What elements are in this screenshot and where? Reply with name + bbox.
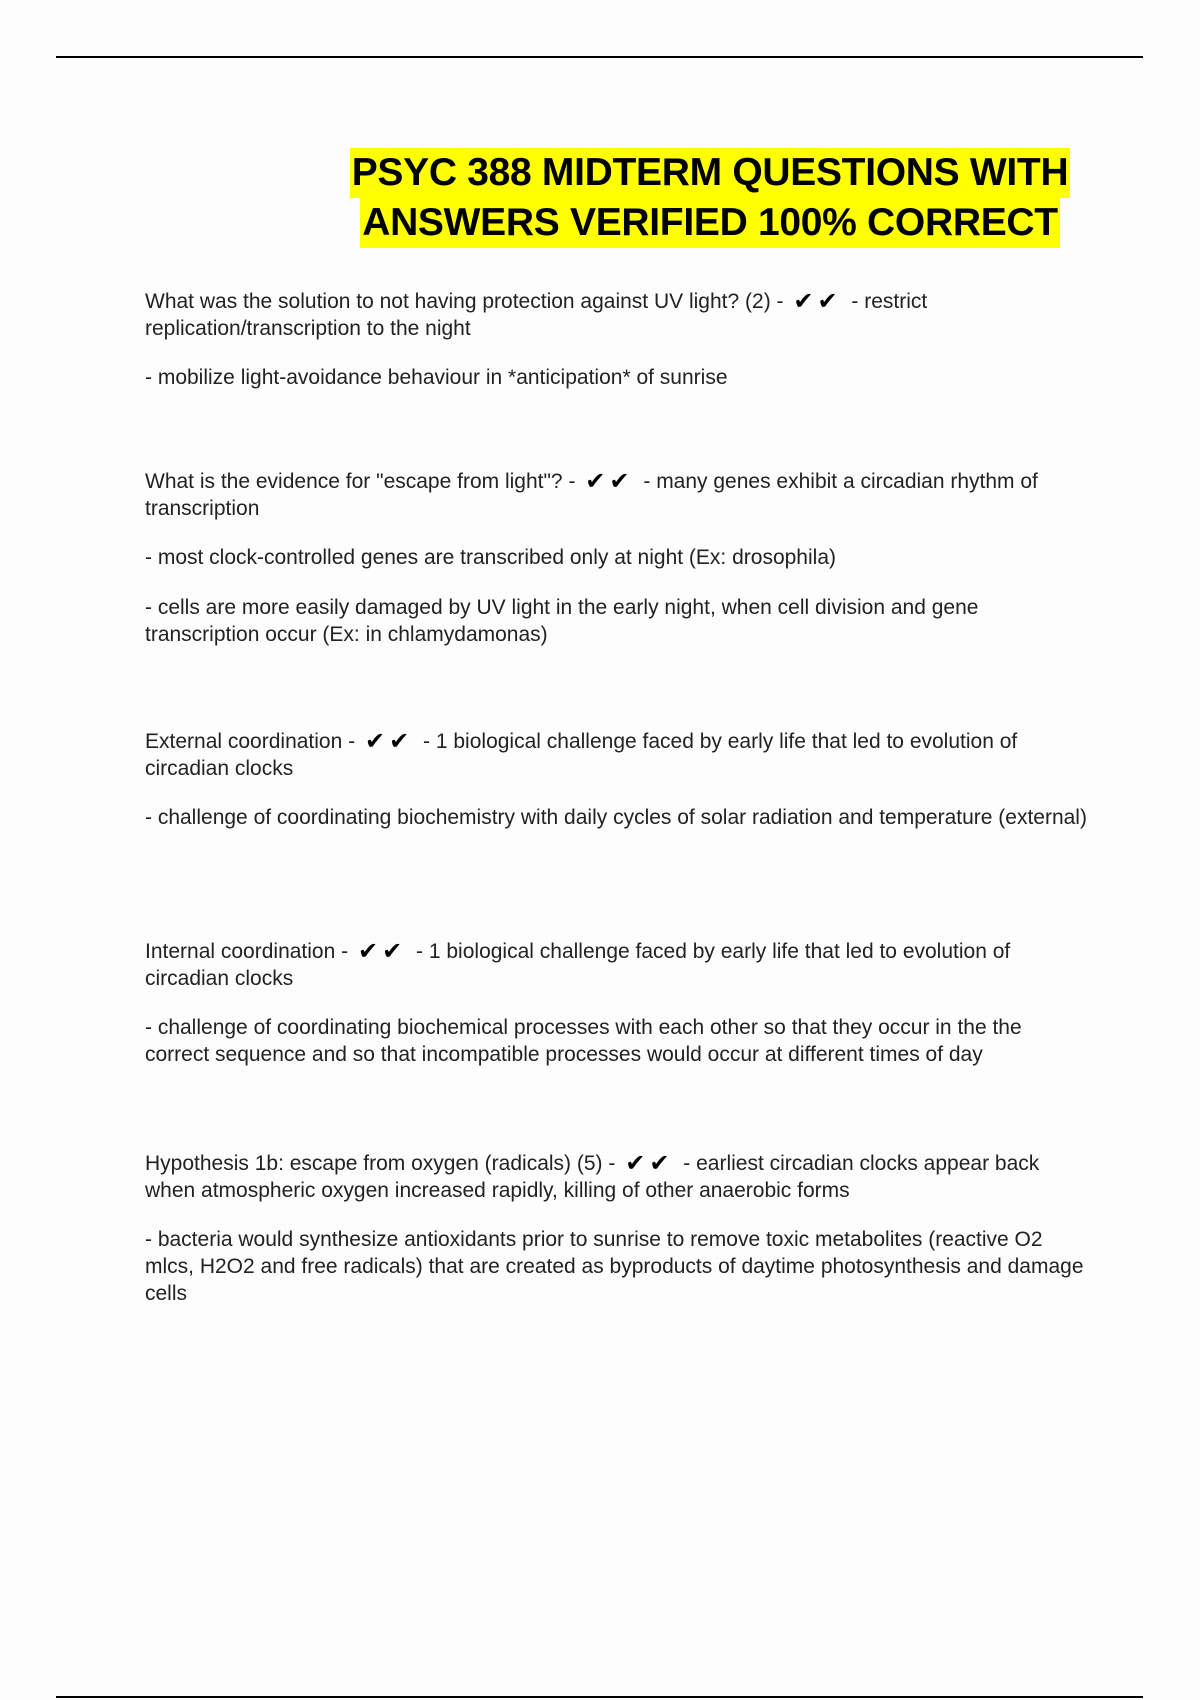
double-check-icon: ✔✔ <box>625 1150 674 1177</box>
double-check-icon: ✔✔ <box>793 288 842 315</box>
title-line-1: PSYC 388 MIDTERM QUESTIONS WITH <box>350 148 1071 198</box>
answer-detail: - challenge of coordinating biochemistry with daily cycles of solar radiation and temperature (external) <box>145 806 1087 829</box>
title-line-2: ANSWERS VERIFIED 100% CORRECT <box>360 198 1060 248</box>
question-text: Hypothesis 1b: escape from oxygen (radicals) (5) <box>145 1152 603 1175</box>
answer-detail: - bacteria would synthesize antioxidants prior to sunrise to remove toxic metabolites (reactive O2 mlcs, H2O2 and free radicals) that are created as byproducts of daytime photosynthesis and damage cells <box>145 1228 1084 1305</box>
qa-item <box>145 1150 1090 1330</box>
question-text: External coordination <box>145 730 343 753</box>
document-title <box>330 148 1090 248</box>
qa-item <box>145 468 1090 671</box>
answer-detail: - most clock-controlled genes are transcribed only at night (Ex: drosophila) <box>145 546 836 569</box>
question-text: Internal coordination <box>145 940 336 963</box>
question-text: What is the evidence for "escape from light"? <box>145 470 563 493</box>
answer-detail: - cells are more easily damaged by UV light in the early night, when cell division and gene transcription occur (Ex: in chlamydamonas) <box>145 596 979 646</box>
question-paragraph: What is the evidence for "escape from light"? - ✔✔ - many genes exhibit a circadian rhythm of transcription <box>145 468 1038 520</box>
answer-text: earliest circadian clocks appear back when atmospheric oxygen increased rapidly, killing of other anaerobic forms <box>145 1152 1040 1202</box>
answer-text: many genes exhibit a circadian rhythm of transcription <box>145 470 1038 520</box>
question-text: What was the solution to not having protection against UV light? (2) <box>145 290 771 313</box>
top-rule <box>56 56 1143 58</box>
bottom-rule <box>56 1696 1143 1698</box>
answer-detail: - challenge of coordinating biochemical processes with each other so that they occur in the the correct sequence and so that incompatible processes would occur at different times of day <box>145 1016 1022 1066</box>
answer-text: restrict replication/transcription to the night <box>145 290 928 340</box>
answer-detail: - mobilize light-avoidance behaviour in *anticipation* of sunrise <box>145 366 728 389</box>
double-check-icon: ✔✔ <box>357 938 407 965</box>
answer-text: 1 biological challenge faced by early life that led to evolution of circadian clocks <box>145 940 1011 990</box>
qa-item <box>145 288 1090 414</box>
double-check-icon: ✔✔ <box>364 728 414 755</box>
double-check-icon: ✔✔ <box>585 468 634 495</box>
qa-item <box>145 728 1090 854</box>
question-paragraph: External coordination - ✔✔ - 1 biological challenge faced by early life that led to evolution of circadian clocks <box>145 728 1018 780</box>
question-paragraph: What was the solution to not having protection against UV light? (2) - ✔✔ - restrict replication/transcription to the night <box>145 288 928 340</box>
answer-text: 1 biological challenge faced by early life that led to evolution of circadian clocks <box>145 730 1018 780</box>
qa-item <box>145 938 1090 1091</box>
question-paragraph: Internal coordination - ✔✔ - 1 biological challenge faced by early life that led to evolution of circadian clocks <box>145 938 1011 990</box>
question-paragraph: Hypothesis 1b: escape from oxygen (radicals) (5) - ✔✔ - earliest circadian clocks appear back when atmospheric oxygen increased rapidly, killing of other anaerobic forms <box>145 1150 1040 1202</box>
